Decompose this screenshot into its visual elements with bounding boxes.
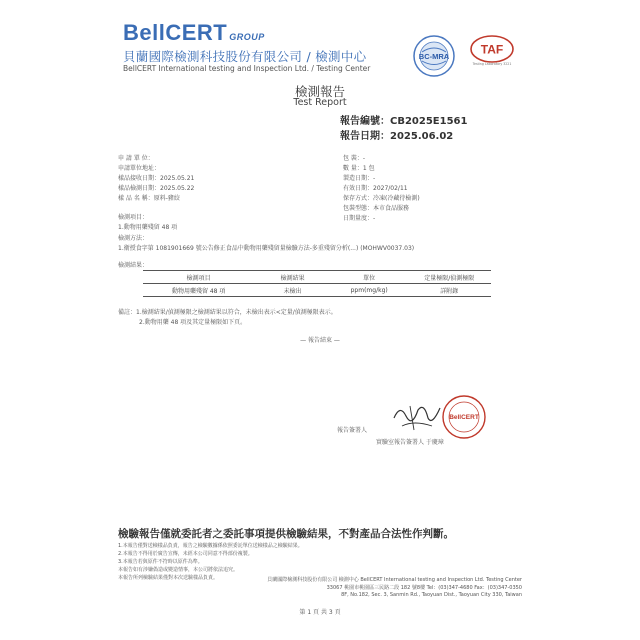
field-quantity: 數 量：1 包 (343, 165, 375, 172)
page-number: 第 1 頁 共 3 頁 (299, 609, 341, 616)
field-receive-date: 樣品接收日期：2025.05.21 (118, 175, 195, 182)
field-expiry-date: 有效日期：2027/02/11 (343, 185, 408, 192)
company-name-cn: 貝蘭國際檢測科技股份有限公司 / 檢測中心 (123, 49, 367, 64)
taf-sub-text: Testing Laboratory 3221 (472, 62, 512, 66)
footer-statement: 檢驗報告僅就委託者之委託事項提供檢驗結果，不對產品合法性作判斷。 (118, 528, 454, 540)
footer-line-5: 本報告所列檢驗結果僅對本次送驗樣品負責。 (118, 575, 219, 581)
field-package-type: 包裝型態：本市食品服務 (343, 205, 410, 212)
bc-mra-logo-icon (412, 34, 456, 78)
signatory-label: 報告簽署人 (337, 427, 368, 434)
col-item: 檢測項目 (186, 274, 211, 282)
report-date: 報告日期：2025.06.02 (340, 131, 454, 142)
footer-line-1: 1.本報告僅對送檢樣品負責，報告之檢驗數據係依照委託單位送檢樣品之檢驗結果。 (118, 543, 303, 549)
items-item1: 1.動物用藥殘留 48 項 (118, 224, 178, 231)
logo1-text: BC-MRA (418, 52, 450, 61)
field-storage: 保存方式：冷凍(冷藏待檢測) (343, 195, 420, 202)
footer-line-2: 2.本報告不得用於廣告宣傳，未經本公司同意不得部份複製。 (118, 551, 253, 557)
logo2-text: TAF (480, 42, 504, 57)
report-title-cn: 檢測報告 (294, 84, 345, 99)
col-limit: 定量極限/偵測極限 (424, 274, 475, 282)
signature-icon (388, 396, 448, 436)
brand-name: BellCERT (123, 20, 228, 45)
cell-unit: ppm(mg/kg) (350, 286, 388, 294)
note-1: 備註：1.檢測結果/偵測極限之檢測結果以符合，未檢出表示<定量/偵測極限表示。 (118, 309, 337, 316)
field-sample-name: 樣 品 名 稱：原料-豬絞 (118, 195, 180, 202)
cell-result: 未檢出 (283, 287, 302, 295)
taf-logo-icon (469, 34, 515, 64)
col-result: 檢測結果 (280, 274, 305, 282)
signatory-title: 實驗室報告簽署人 于慶璋 (376, 439, 444, 446)
result-label: 檢測結果： (118, 262, 149, 269)
field-test-date: 樣品檢測日期：2025.05.22 (118, 185, 195, 192)
method-1: 1.衛授食字第 1081901669 號公告修正食品中動物用藥殘留量檢驗方法-多重殘留分析(...) (MOHWV0037.03) (118, 245, 415, 252)
company-name-en: BellCERT International testing and Inspection Ltd. / Testing Center (123, 64, 371, 73)
cell-limit: 詳附錄 (440, 287, 459, 295)
field-manufacture-date: 製造日期：- (343, 175, 376, 182)
table-row (143, 284, 491, 297)
report-end: — 報告結束 — (300, 337, 340, 344)
report-number: 報告編號：CB2025E1561 (340, 116, 468, 127)
report-title-en: Test Report (293, 97, 347, 108)
brand-suffix: GROUP (229, 32, 265, 42)
lab-stamp-icon (440, 393, 488, 441)
items-label: 檢測項目： (118, 214, 149, 221)
footer-line-3: 3.本報告若與原件不符時以原件為準。 (118, 559, 203, 565)
field-applicant-address: 申請單位地址： (118, 165, 161, 172)
result-table (143, 270, 491, 297)
footer-address-cn: 33067 桃園市桃園區三民路二段 182 號8樓 Tel：(03)347-4680 Fax：(03)347-0350 (326, 585, 522, 591)
cell-item: 動物用藥殘留 48 項 (171, 287, 226, 295)
footer-line-4: 本報告如有涉嫌偽造或變造情事，本公司將依法追究。 (118, 567, 239, 573)
method-label: 檢測方法： (118, 235, 149, 242)
field-package: 包 裝：- (343, 155, 366, 162)
result-table-header (143, 271, 491, 284)
footer-company: 貝蘭國際檢測科技股份有限公司 檢測中心 BellCERT International testing and Inspection Ltd. Testing Center (267, 577, 522, 583)
col-unit: 單位 (363, 274, 376, 282)
note-2: 2.動物用藥 48 項及其定量極限如下頁。 (139, 319, 247, 326)
stamp-text: BellCERT (449, 414, 479, 421)
field-measure-date: 日期量度：- (343, 215, 376, 222)
company-brand (123, 20, 265, 46)
footer-address-en: 8F, No.182, Sec. 3, Sanmin Rd., Taoyuan Dist., Taoyuan City 330, Taiwan (341, 592, 522, 598)
field-applicant: 申 請 單 位： (118, 155, 154, 162)
